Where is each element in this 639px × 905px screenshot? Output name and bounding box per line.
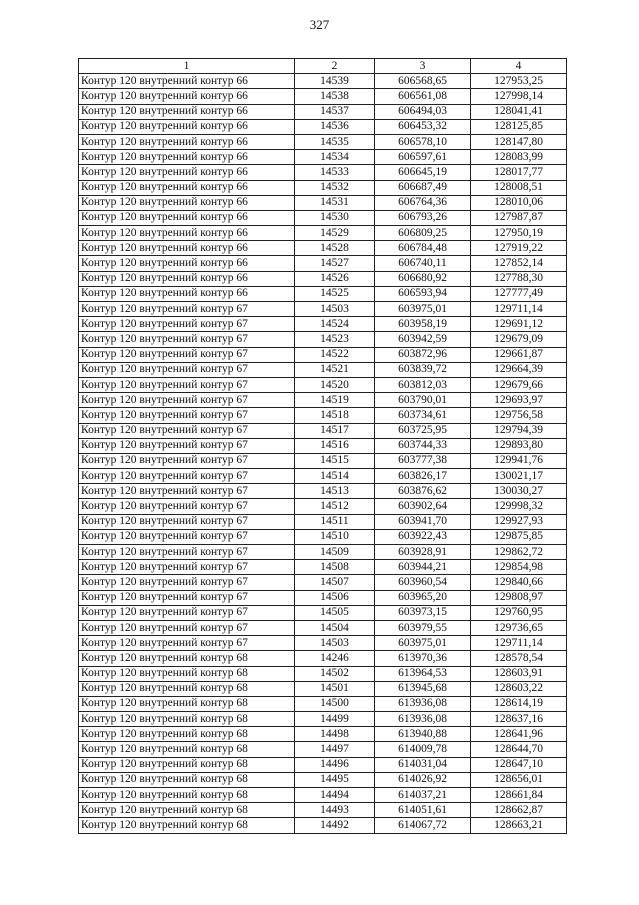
y-coordinate-cell: 128147,80 (471, 134, 567, 149)
y-coordinate-cell: 128644,70 (471, 742, 567, 757)
point-number-cell: 14246 (295, 651, 375, 666)
x-coordinate-cell: 603839,72 (375, 362, 471, 377)
point-number-cell: 14537 (295, 104, 375, 119)
table-row (79, 119, 567, 134)
x-coordinate-cell: 614051,61 (375, 803, 471, 818)
point-number-cell: 14530 (295, 210, 375, 225)
table-row (79, 590, 567, 605)
contour-name-cell: Контур 120 внутренний контур 68 (79, 757, 295, 772)
table-row (79, 377, 567, 392)
y-coordinate-cell: 129711,14 (471, 636, 567, 651)
point-number-cell: 14512 (295, 499, 375, 514)
contour-name-cell: Контур 120 внутренний контур 67 (79, 362, 295, 377)
contour-name-cell: Контур 120 внутренний контур 66 (79, 210, 295, 225)
table-row (79, 469, 567, 484)
contour-name-cell: Контур 120 внутренний контур 67 (79, 605, 295, 620)
point-number-cell: 14515 (295, 453, 375, 468)
point-number-cell: 14514 (295, 469, 375, 484)
y-coordinate-cell: 128662,87 (471, 803, 567, 818)
header-col-3: 3 (375, 59, 471, 74)
x-coordinate-cell: 603941,70 (375, 514, 471, 529)
y-coordinate-cell: 129998,32 (471, 499, 567, 514)
x-coordinate-cell: 603876,62 (375, 484, 471, 499)
point-number-cell: 14504 (295, 620, 375, 635)
x-coordinate-cell: 603902,64 (375, 499, 471, 514)
contour-name-cell: Контур 120 внутренний контур 66 (79, 180, 295, 195)
y-coordinate-cell: 129854,98 (471, 560, 567, 575)
contour-name-cell: Контур 120 внутренний контур 66 (79, 165, 295, 180)
x-coordinate-cell: 606597,61 (375, 150, 471, 165)
x-coordinate-cell: 603975,01 (375, 302, 471, 317)
y-coordinate-cell: 129661,87 (471, 347, 567, 362)
x-coordinate-cell: 613970,36 (375, 651, 471, 666)
table-row (79, 666, 567, 681)
point-number-cell: 14513 (295, 484, 375, 499)
x-coordinate-cell: 603777,38 (375, 453, 471, 468)
point-number-cell: 14495 (295, 772, 375, 787)
point-number-cell: 14524 (295, 317, 375, 332)
x-coordinate-cell: 603944,21 (375, 560, 471, 575)
contour-name-cell: Контур 120 внутренний контур 67 (79, 393, 295, 408)
table-row (79, 772, 567, 787)
point-number-cell: 14523 (295, 332, 375, 347)
contour-name-cell: Контур 120 внутренний контур 66 (79, 119, 295, 134)
table-row (79, 545, 567, 560)
header-col-1: 1 (79, 59, 295, 74)
table-row (79, 651, 567, 666)
point-number-cell: 14516 (295, 438, 375, 453)
y-coordinate-cell: 127950,19 (471, 226, 567, 241)
contour-name-cell: Контур 120 внутренний контур 68 (79, 666, 295, 681)
y-coordinate-cell: 127788,30 (471, 271, 567, 286)
y-coordinate-cell: 128083,99 (471, 150, 567, 165)
point-number-cell: 14528 (295, 241, 375, 256)
point-number-cell: 14503 (295, 302, 375, 317)
contour-name-cell: Контур 120 внутренний контур 68 (79, 788, 295, 803)
point-number-cell: 14520 (295, 377, 375, 392)
point-number-cell: 14521 (295, 362, 375, 377)
contour-name-cell: Контур 120 внутренний контур 66 (79, 104, 295, 119)
x-coordinate-cell: 603979,55 (375, 620, 471, 635)
table-row (79, 560, 567, 575)
point-number-cell: 14508 (295, 560, 375, 575)
page-number: 327 (309, 17, 330, 32)
point-number-cell: 14536 (295, 119, 375, 134)
y-coordinate-cell: 129862,72 (471, 545, 567, 560)
x-coordinate-cell: 603725,95 (375, 423, 471, 438)
y-coordinate-cell: 128637,16 (471, 712, 567, 727)
table-row (79, 271, 567, 286)
contour-name-cell: Контур 120 внутренний контур 68 (79, 696, 295, 711)
table-row (79, 453, 567, 468)
table-row (79, 347, 567, 362)
y-coordinate-cell: 127998,14 (471, 89, 567, 104)
y-coordinate-cell: 128008,51 (471, 180, 567, 195)
x-coordinate-cell: 603872,96 (375, 347, 471, 362)
y-coordinate-cell: 127852,14 (471, 256, 567, 271)
contour-name-cell: Контур 120 внутренний контур 66 (79, 195, 295, 210)
y-coordinate-cell: 128656,01 (471, 772, 567, 787)
point-number-cell: 14505 (295, 605, 375, 620)
x-coordinate-cell: 606809,25 (375, 226, 471, 241)
y-coordinate-cell: 128041,41 (471, 104, 567, 119)
x-coordinate-cell: 603958,19 (375, 317, 471, 332)
point-number-cell: 14534 (295, 150, 375, 165)
y-coordinate-cell: 128578,54 (471, 651, 567, 666)
point-number-cell: 14501 (295, 681, 375, 696)
contour-name-cell: Контур 120 внутренний контур 67 (79, 408, 295, 423)
y-coordinate-cell: 127953,25 (471, 74, 567, 89)
contour-name-cell: Контур 120 внутренний контур 67 (79, 438, 295, 453)
contour-name-cell: Контур 120 внутренний контур 68 (79, 681, 295, 696)
table-row (79, 484, 567, 499)
table-row (79, 362, 567, 377)
y-coordinate-cell: 129808,97 (471, 590, 567, 605)
contour-name-cell: Контур 120 внутренний контур 66 (79, 134, 295, 149)
y-coordinate-cell: 129840,66 (471, 575, 567, 590)
contour-name-cell: Контур 120 внутренний контур 66 (79, 89, 295, 104)
table-row (79, 317, 567, 332)
table-row (79, 803, 567, 818)
table-row (79, 575, 567, 590)
table-row (79, 408, 567, 423)
table-row (79, 180, 567, 195)
table-row (79, 499, 567, 514)
contour-name-cell: Контур 120 внутренний контур 67 (79, 636, 295, 651)
y-coordinate-cell: 128647,10 (471, 757, 567, 772)
x-coordinate-cell: 606578,10 (375, 134, 471, 149)
contour-name-cell: Контур 120 внутренний контур 68 (79, 803, 295, 818)
table-row (79, 757, 567, 772)
contour-name-cell: Контур 120 внутренний контур 66 (79, 150, 295, 165)
point-number-cell: 14525 (295, 286, 375, 301)
table-row (79, 620, 567, 635)
y-coordinate-cell: 128603,22 (471, 681, 567, 696)
x-coordinate-cell: 606793,26 (375, 210, 471, 225)
y-coordinate-cell: 127919,22 (471, 241, 567, 256)
table-row (79, 226, 567, 241)
x-coordinate-cell: 606593,94 (375, 286, 471, 301)
x-coordinate-cell: 603922,43 (375, 529, 471, 544)
x-coordinate-cell: 614037,21 (375, 788, 471, 803)
table-row (79, 74, 567, 89)
x-coordinate-cell: 613940,88 (375, 727, 471, 742)
contour-name-cell: Контур 120 внутренний контур 67 (79, 453, 295, 468)
x-coordinate-cell: 606494,03 (375, 104, 471, 119)
y-coordinate-cell: 130021,17 (471, 469, 567, 484)
point-number-cell: 14509 (295, 545, 375, 560)
x-coordinate-cell: 606453,32 (375, 119, 471, 134)
x-coordinate-cell: 606687,49 (375, 180, 471, 195)
x-coordinate-cell: 603734,61 (375, 408, 471, 423)
contour-name-cell: Контур 120 внутренний контур 66 (79, 271, 295, 286)
y-coordinate-cell: 128661,84 (471, 788, 567, 803)
x-coordinate-cell: 614031,04 (375, 757, 471, 772)
x-coordinate-cell: 603928,91 (375, 545, 471, 560)
table-row (79, 818, 567, 833)
table-row (79, 788, 567, 803)
contour-name-cell: Контур 120 внутренний контур 67 (79, 514, 295, 529)
point-number-cell: 14539 (295, 74, 375, 89)
contour-name-cell: Контур 120 внутренний контур 66 (79, 241, 295, 256)
point-number-cell: 14493 (295, 803, 375, 818)
x-coordinate-cell: 613945,68 (375, 681, 471, 696)
x-coordinate-cell: 603975,01 (375, 636, 471, 651)
table-row (79, 165, 567, 180)
point-number-cell: 14492 (295, 818, 375, 833)
point-number-cell: 14498 (295, 727, 375, 742)
table-row (79, 742, 567, 757)
contour-name-cell: Контур 120 внутренний контур 68 (79, 742, 295, 757)
point-number-cell: 14496 (295, 757, 375, 772)
y-coordinate-cell: 128017,77 (471, 165, 567, 180)
y-coordinate-cell: 129691,12 (471, 317, 567, 332)
y-coordinate-cell: 128641,96 (471, 727, 567, 742)
point-number-cell: 14502 (295, 666, 375, 681)
x-coordinate-cell: 603965,20 (375, 590, 471, 605)
table-row (79, 681, 567, 696)
x-coordinate-cell: 606740,11 (375, 256, 471, 271)
y-coordinate-cell: 129679,66 (471, 377, 567, 392)
x-coordinate-cell: 613936,08 (375, 712, 471, 727)
table-row (79, 529, 567, 544)
point-number-cell: 14526 (295, 271, 375, 286)
table-row (79, 712, 567, 727)
contour-name-cell: Контур 120 внутренний контур 67 (79, 423, 295, 438)
contour-name-cell: Контур 120 внутренний контур 67 (79, 302, 295, 317)
contour-name-cell: Контур 120 внутренний контур 67 (79, 347, 295, 362)
contour-name-cell: Контур 120 внутренний контур 67 (79, 317, 295, 332)
x-coordinate-cell: 603744,33 (375, 438, 471, 453)
contour-name-cell: Контур 120 внутренний контур 67 (79, 620, 295, 635)
y-coordinate-cell: 127987,87 (471, 210, 567, 225)
point-number-cell: 14535 (295, 134, 375, 149)
point-number-cell: 14507 (295, 575, 375, 590)
x-coordinate-cell: 606764,36 (375, 195, 471, 210)
contour-name-cell: Контур 120 внутренний контур 67 (79, 529, 295, 544)
x-coordinate-cell: 606568,65 (375, 74, 471, 89)
point-number-cell: 14531 (295, 195, 375, 210)
x-coordinate-cell: 613936,08 (375, 696, 471, 711)
x-coordinate-cell: 603812,03 (375, 377, 471, 392)
y-coordinate-cell: 129693,97 (471, 393, 567, 408)
table-row (79, 423, 567, 438)
x-coordinate-cell: 614009,78 (375, 742, 471, 757)
y-coordinate-cell: 129679,09 (471, 332, 567, 347)
table-row (79, 89, 567, 104)
x-coordinate-cell: 603960,54 (375, 575, 471, 590)
y-coordinate-cell: 128603,91 (471, 666, 567, 681)
contour-name-cell: Контур 120 внутренний контур 66 (79, 74, 295, 89)
table-row (79, 696, 567, 711)
contour-name-cell: Контур 120 внутренний контур 67 (79, 484, 295, 499)
x-coordinate-cell: 603942,59 (375, 332, 471, 347)
x-coordinate-cell: 614067,72 (375, 818, 471, 833)
y-coordinate-cell: 128125,85 (471, 119, 567, 134)
y-coordinate-cell: 129711,14 (471, 302, 567, 317)
contour-name-cell: Контур 120 внутренний контур 67 (79, 575, 295, 590)
point-number-cell: 14506 (295, 590, 375, 605)
y-coordinate-cell: 129760,95 (471, 605, 567, 620)
table-row (79, 241, 567, 256)
point-number-cell: 14533 (295, 165, 375, 180)
x-coordinate-cell: 606561,08 (375, 89, 471, 104)
table-row (79, 332, 567, 347)
table-row (79, 210, 567, 225)
x-coordinate-cell: 606680,92 (375, 271, 471, 286)
table-row (79, 438, 567, 453)
point-number-cell: 14497 (295, 742, 375, 757)
table-row (79, 302, 567, 317)
header-row (79, 59, 567, 74)
y-coordinate-cell: 127777,49 (471, 286, 567, 301)
y-coordinate-cell: 129664,39 (471, 362, 567, 377)
x-coordinate-cell: 603826,17 (375, 469, 471, 484)
point-number-cell: 14522 (295, 347, 375, 362)
table-header (79, 59, 567, 74)
y-coordinate-cell: 129927,93 (471, 514, 567, 529)
y-coordinate-cell: 130030,27 (471, 484, 567, 499)
table-row (79, 286, 567, 301)
x-coordinate-cell: 603790,01 (375, 393, 471, 408)
contour-name-cell: Контур 120 внутренний контур 68 (79, 772, 295, 787)
point-number-cell: 14518 (295, 408, 375, 423)
y-coordinate-cell: 129893,80 (471, 438, 567, 453)
point-number-cell: 14500 (295, 696, 375, 711)
y-coordinate-cell: 129941,76 (471, 453, 567, 468)
point-number-cell: 14527 (295, 256, 375, 271)
coordinates-table (78, 58, 567, 834)
x-coordinate-cell: 614026,92 (375, 772, 471, 787)
contour-name-cell: Контур 120 внутренний контур 67 (79, 560, 295, 575)
table-row (79, 150, 567, 165)
contour-name-cell: Контур 120 внутренний контур 68 (79, 712, 295, 727)
contour-name-cell: Контур 120 внутренний контур 67 (79, 469, 295, 484)
table-row (79, 727, 567, 742)
x-coordinate-cell: 606645,19 (375, 165, 471, 180)
y-coordinate-cell: 128663,21 (471, 818, 567, 833)
contour-name-cell: Контур 120 внутренний контур 68 (79, 651, 295, 666)
y-coordinate-cell: 129794,39 (471, 423, 567, 438)
y-coordinate-cell: 129756,58 (471, 408, 567, 423)
contour-name-cell: Контур 120 внутренний контур 66 (79, 286, 295, 301)
y-coordinate-cell: 129875,85 (471, 529, 567, 544)
point-number-cell: 14499 (295, 712, 375, 727)
point-number-cell: 14532 (295, 180, 375, 195)
point-number-cell: 14517 (295, 423, 375, 438)
contour-name-cell: Контур 120 внутренний контур 67 (79, 545, 295, 560)
point-number-cell: 14519 (295, 393, 375, 408)
x-coordinate-cell: 613964,53 (375, 666, 471, 681)
table-row (79, 636, 567, 651)
contour-name-cell: Контур 120 внутренний контур 67 (79, 590, 295, 605)
contour-name-cell: Контур 120 внутренний контур 67 (79, 499, 295, 514)
header-col-4: 4 (471, 59, 567, 74)
x-coordinate-cell: 603973,15 (375, 605, 471, 620)
point-number-cell: 14538 (295, 89, 375, 104)
point-number-cell: 14510 (295, 529, 375, 544)
table-row (79, 134, 567, 149)
contour-name-cell: Контур 120 внутренний контур 68 (79, 727, 295, 742)
contour-name-cell: Контур 120 внутренний контур 68 (79, 818, 295, 833)
table-row (79, 605, 567, 620)
table-row (79, 195, 567, 210)
table-row (79, 256, 567, 271)
contour-name-cell: Контур 120 внутренний контур 67 (79, 377, 295, 392)
point-number-cell: 14511 (295, 514, 375, 529)
table-row (79, 104, 567, 119)
contour-name-cell: Контур 120 внутренний контур 67 (79, 332, 295, 347)
contour-name-cell: Контур 120 внутренний контур 66 (79, 226, 295, 241)
point-number-cell: 14503 (295, 636, 375, 651)
y-coordinate-cell: 128614,19 (471, 696, 567, 711)
y-coordinate-cell: 129736,65 (471, 620, 567, 635)
point-number-cell: 14494 (295, 788, 375, 803)
x-coordinate-cell: 606784,48 (375, 241, 471, 256)
point-number-cell: 14529 (295, 226, 375, 241)
contour-name-cell: Контур 120 внутренний контур 66 (79, 256, 295, 271)
header-col-2: 2 (295, 59, 375, 74)
table-body (79, 74, 567, 833)
y-coordinate-cell: 128010,06 (471, 195, 567, 210)
table-row (79, 514, 567, 529)
table-row (79, 393, 567, 408)
